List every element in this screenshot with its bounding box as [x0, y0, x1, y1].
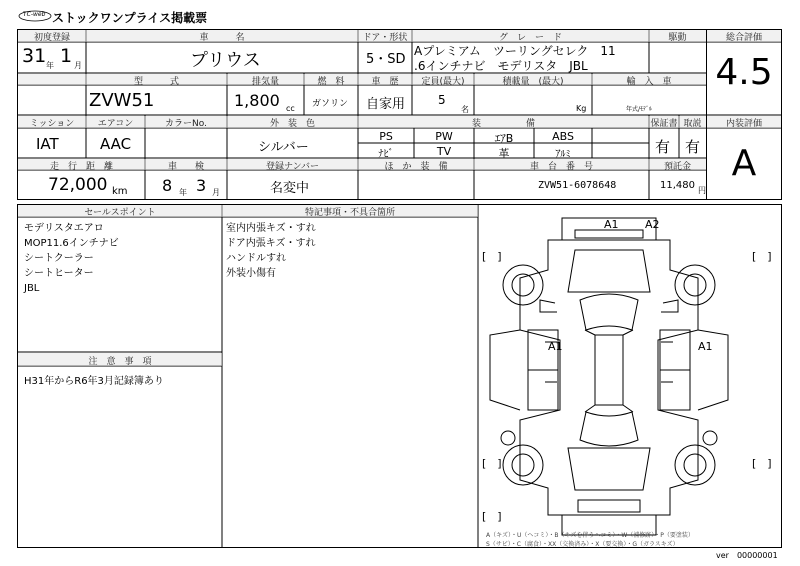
exterior-color: シルバー [258, 140, 309, 155]
deposit-unit: 円 [698, 186, 706, 195]
grade-line1: Aプレミアム ツーリングセレク 11 [414, 44, 616, 58]
interior-rating: A [731, 143, 757, 184]
list-item: JBL [24, 283, 40, 294]
label-aircon: エアコン [97, 119, 134, 129]
inspection-year: 8 [162, 176, 173, 195]
label-chassis: 車 台 番 号 [529, 162, 593, 172]
list-item: 外装小傷有 [226, 268, 276, 279]
label-model: 型 式 [133, 77, 179, 87]
legend-line1: A（キズ）・U（ヘコミ）・B（キズを伴うヘコミ）・W（補修跡）・P（要塗装） [486, 532, 694, 539]
inspection-month-unit: 月 [212, 188, 220, 197]
list-item: 室内内張キズ・すれ [226, 223, 316, 234]
list-item: シートヒーター [24, 268, 94, 279]
fuel-type: ガソリン [312, 99, 349, 109]
damage-mark-right: A1 [698, 340, 713, 353]
label-drive: 駆動 [668, 33, 687, 43]
label-door-shape: ドア・形状 [362, 33, 408, 43]
label-inspection: 車 検 [167, 162, 204, 172]
label-fuel: 燃 料 [317, 77, 345, 87]
list-item: H31年からR6年3月記録簿あり [24, 376, 164, 387]
list-item: シートクーラー [24, 253, 94, 264]
label-mileage: 走 行 距 離 [49, 162, 113, 172]
version-label: ver 00000001 [716, 551, 778, 560]
list-item: ハンドルすれ [226, 253, 286, 264]
damage-mark-top2: A2 [645, 218, 660, 231]
bracket-top-right: [ ] [752, 250, 772, 263]
import-note: 年式/ﾓﾃﾞﾙ [626, 106, 653, 113]
displacement-unit: cc [286, 104, 295, 113]
label-capacity: 定員(最大) [421, 77, 465, 87]
equip-navi: ﾅﾋﾞ [378, 149, 394, 160]
label-caution: 注 意 事 項 [88, 357, 152, 367]
first-reg-year-unit: 年 [46, 61, 54, 70]
label-mission: ミッション [29, 119, 75, 129]
label-import: 輸 入 車 [626, 77, 672, 87]
equip-leather: 革 [498, 147, 510, 160]
label-grade: グ レ ー ド [498, 33, 562, 43]
label-sales-points: セールスポイント [84, 208, 156, 218]
label-load: 積載量 (最大) [502, 77, 564, 87]
label-displacement: 排気量 [251, 77, 279, 87]
list-item: モデリスタエアロ [24, 223, 104, 234]
first-reg-year: 31 [22, 45, 47, 67]
brand-logo: TC-web [18, 10, 48, 20]
car-name: プリウス [190, 50, 261, 71]
list-item: ドア内張キズ・すれ [226, 238, 316, 249]
load-unit: Kg [576, 104, 587, 113]
label-interior-rating: 内装評価 [725, 119, 762, 129]
warranty-value: 有 [655, 138, 671, 156]
first-reg-month-unit: 月 [74, 61, 82, 70]
bracket-bottom-right: [ ] [752, 457, 772, 470]
equip-airbag: ｴｱB [494, 132, 514, 145]
bracket-top-left: [ ] [482, 250, 502, 263]
equip-ps: PS [379, 130, 393, 143]
plate-value: 名変中 [270, 181, 310, 196]
label-deposit: 預託金 [663, 162, 691, 172]
bracket-bottom-left: [ ] [482, 457, 502, 470]
bracket-rear: [ ] [482, 510, 502, 523]
equip-pw: PW [435, 130, 453, 143]
label-overall-rating: 総合評価 [725, 33, 762, 43]
page-title: ストックワンプライス掲載票 [52, 11, 208, 25]
label-color-no: カラーNo. [165, 119, 207, 129]
model-code: ZVW51 [89, 90, 155, 111]
label-car-name: 車 名 [199, 33, 245, 43]
aircon-value: AAC [100, 135, 132, 153]
label-plate: 登録ナンバー [266, 162, 319, 172]
capacity-value: 5 [438, 93, 446, 107]
label-first-reg: 初度登録 [33, 33, 70, 43]
label-usage: 車 歴 [371, 77, 399, 87]
mission-value: IAT [36, 135, 59, 153]
damage-mark-left: A1 [548, 340, 563, 353]
equip-abs: ABS [552, 130, 574, 143]
door-shape: 5・SD [366, 52, 406, 67]
equip-tv: TV [436, 145, 452, 158]
legend-line2: S（サビ）・C（腐食）・XX（交換済み）・X（要交換）・G（ガラスキズ） [486, 541, 679, 548]
mileage-unit: km [112, 186, 128, 197]
label-exterior: 外 装 色 [269, 119, 315, 129]
inspection-month: 3 [196, 176, 207, 195]
inspection-year-unit: 年 [179, 188, 187, 197]
grade-line2: .6インチナビ モデリスタ JBL [414, 59, 588, 73]
capacity-unit: 名 [461, 105, 469, 114]
label-other-equip: ほ か 装 備 [384, 162, 448, 172]
label-manual: 取説 [683, 119, 702, 129]
mileage-value: 72,000 [48, 175, 108, 195]
deposit-value: 11,480 [660, 180, 695, 191]
damage-mark-top1: A1 [604, 218, 619, 231]
list-item: MOP11.6インチナビ [24, 238, 119, 249]
chassis-number: ZVW51-6078648 [538, 180, 617, 191]
usage-type: 自家用 [366, 97, 406, 112]
label-equipment: 装 備 [471, 119, 535, 129]
displacement: 1,800 [234, 91, 280, 110]
manual-value: 有 [685, 138, 701, 156]
label-warranty: 保証書 [650, 119, 678, 129]
label-special-notes: 特記事項・不具合箇所 [304, 208, 395, 218]
overall-rating: 4.5 [715, 52, 773, 93]
first-reg-month: 1 [60, 45, 73, 67]
equip-alloy: ｱﾙﾐ [555, 149, 571, 160]
